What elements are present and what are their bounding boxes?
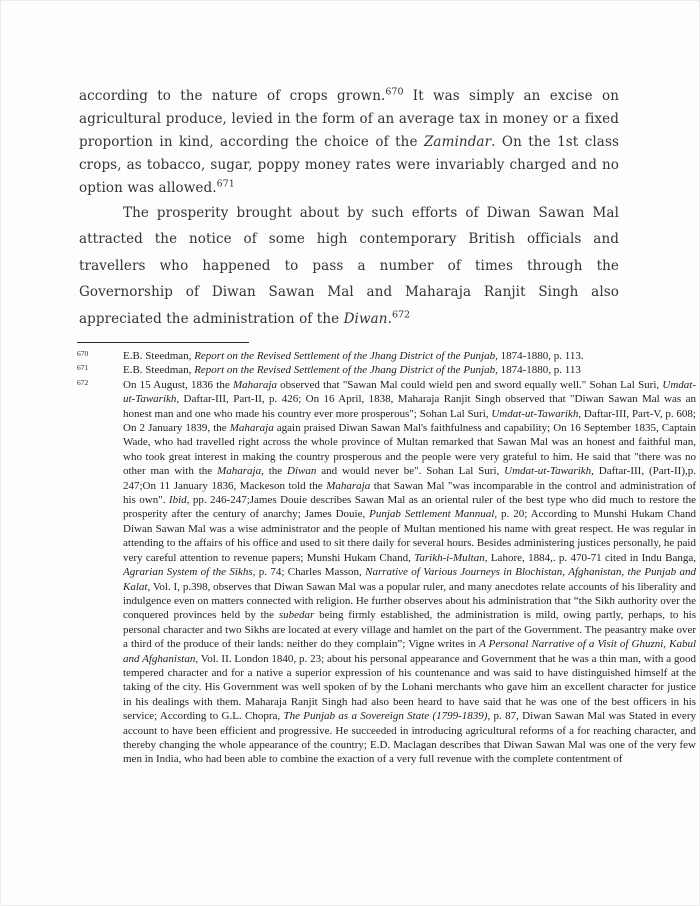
footnote-number: 671 xyxy=(77,363,89,373)
footnote-text: On 15 August, 1836 the Maharaja observed that "Sawan Mal could wield pen and sword equally well." Sohan Lal Suri, Umdat-ut-Tawarikh, Daftar-III, Part-II, p. 426; On 16 April, 1838, Maharaja Ranjit Singh observed that "Diwan Sawan Mal was an honest man and one who made his country ever more prosperous"; Sohan Lal Suri, Umdat-ut-Tawarikh, Daftar-III, Part-V, p. 608; On 2 January 1839, the Maharaja again praised Diwan Sawan Mal's faithfulness and capability; On 16 September 1835, Captain Wade, who had travelled right across the whole province of Multan remarked that Sawan Mal was an honest and faithful man, who took great interest in making the country prosperous and the people were very grateful to him. He said that "there was no other man with the Maharaja, the Diwan and would never be". Sohan Lal Suri, Umdat-ut-Tawarikh, Daftar-III, (Part-II),p. 247;On 11 January 1836, Mackeson told the Maharaja that Sawan Mal "was incomparable in the control and administration of his own". Ibid, pp. 246-247;James Douie describes Sawan Mal as an oriental ruler of the best type who did much to restore the prosperity after the century of anarchy; James Douie, Punjab Settlement Mannual, p. 20; According to Munshi Hukam Chand Diwan Sawan Mal was a wise administrator and the people of Multan mentioned his name with great respect. He was regular in attending to the affairs of his office and used to sit there daily for several hours. Besides administering justices personally, he paid very careful attention to revenue papers; Munshi Hukam Chand, Tarikh-i-Multan, Lahore, 1884,. p. 470-71 cited in Indu Banga, Agrarian System of the Sikhs, p. 74; Charles Masson, Narrative of Various Journeys in Blochistan, Afghanistan, the Punjab and Kalat, Vol. I, p.398, observes that Diwan Sawan Mal was a popular ruler, and many anecdotes relate accounts of his liberality and indulgence even on matters connected with religion. He further observes about his administration that “the Sikh authority over the conquered provinces held by the subedar being firmly established, the administration is mild, owing partly, perhaps, to his personal character and two Sikhs are located at every village and hamlet on the part of the Government. The peasantry make over a third of the produce of their lands: neither do they complain”; Vigne writes in A Personal Narrative of a Visit of Ghuzni, Kabul and Afghanistan, Vol. II. London 1840, p. 23; about his personal appearance and Government that he was a thin man, with a good tempered character and for a native a superior expression of his countenance and was said to have distinguished himself at the taking of the city. His Government was well spoken of by the Lohani merchants who gave him an excellent character for justice in his dealings with them. Maharaja Ranjit Singh had also been heard to have said that he was one of the best officers in his service; According to G.L. Chopra, The Punjab as a Sovereign State (1799-1839), p. 87, Diwan Sawan Mal was Stated in every account to have been efficient and progressive. He succeeded in introducing agricultural reforms of a for reaching character, and thereby changing the whole appearance of the country; E.D. Maclagan describes that Diwan Sawan Mal was one of the very few men in India, who had been able to combine the exaction of a very full revenue with the complete contentment of xyxy=(123,378,697,766)
footnote-text: E.B. Steedman, Report on the Revised Settlement of the Jhang District of the Punjab, 1874-1880, p. 113. xyxy=(123,350,584,362)
body-text xyxy=(79,85,619,332)
footnote-670 xyxy=(77,349,696,363)
body-paragraph-1: according to the nature of crops grown.$^{670}$ It was simply an excise on agricultural produce, levied in the form of an average tax in money or a fixed proportion in kind, according the choice of the Zamindar. On the 1st class crops, as tobacco, sugar, poppy money rates were invariably charged and no option was allowed.$^{671}$ xyxy=(79,86,620,196)
footnote-number: 670 xyxy=(77,349,89,358)
footnote-number: 672 xyxy=(77,377,89,387)
footnotes-section xyxy=(77,349,696,767)
footnote-separator-rule xyxy=(77,342,249,343)
footnote-text: E.B. Steedman, Report on the Revised Settlement of the Jhang District of the Punjab, 1874-1880, p. 113 xyxy=(123,364,581,377)
footnote-671 xyxy=(77,363,696,377)
footnote-672 xyxy=(77,378,696,767)
body-paragraph-2: The prosperity brought about by such efforts of Diwan Sawan Mal attracted the notice of some high contemporary British officials and travellers who happened to pass a number of times through the Governorship of Diwan Sawan Mal and Maharaja Ranjit Singh also appreciated the administration of the Diwan.$^{672}$ xyxy=(79,205,619,327)
